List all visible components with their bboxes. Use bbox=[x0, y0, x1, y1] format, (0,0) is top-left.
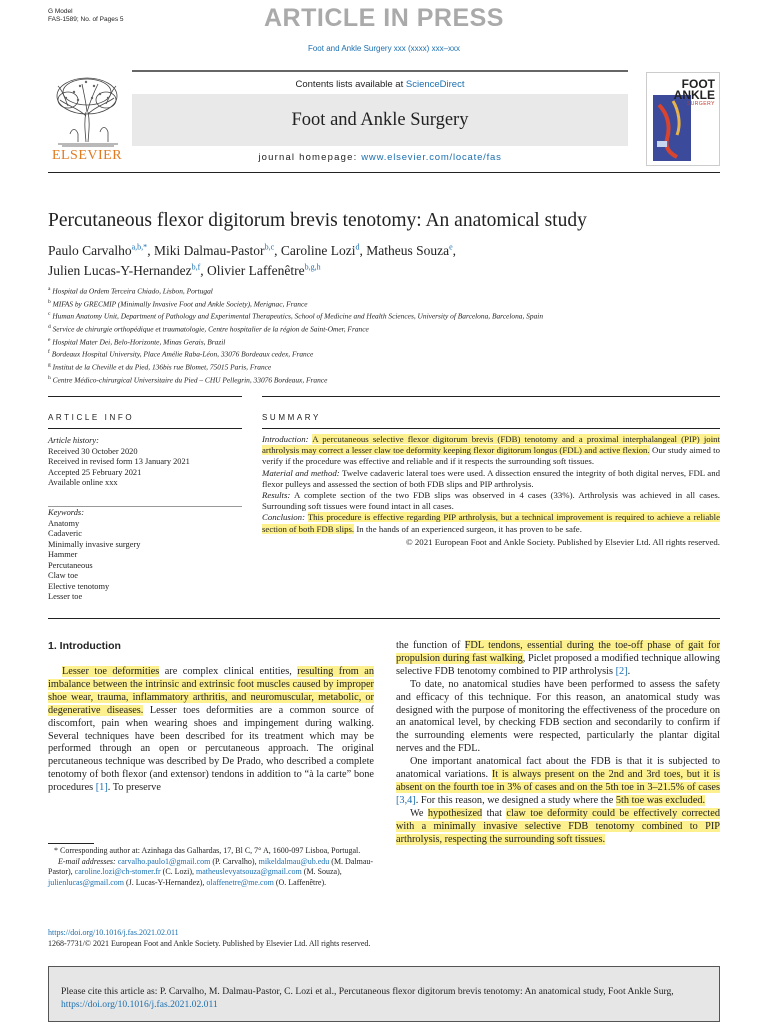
journal-reference[interactable]: Foot and Ankle Surgery xxx (xxxx) xxx–xxx bbox=[307, 44, 461, 53]
summary-rule bbox=[262, 396, 720, 397]
author-affiliation-marker[interactable]: e bbox=[449, 242, 453, 252]
citation-doi-link[interactable]: https://doi.org/10.1016/j.fas.2021.02.011 bbox=[61, 998, 218, 1010]
affiliation-list bbox=[48, 284, 633, 385]
footnote-rule bbox=[48, 843, 94, 844]
keyword-item[interactable]: Cadaveric bbox=[48, 529, 82, 538]
history-item: Accepted 25 February 2021 bbox=[48, 467, 142, 477]
methods-text: Twelve cadaveric lateral toes were used. A dissection ensured the integrity of both digital nerves, FDL and flexor pulleys and assessed the section of both FDB slips and PIP arthrolysis. bbox=[262, 467, 720, 489]
citation-box bbox=[48, 966, 720, 1022]
intro-rest: Our study aimed to verify if the procedure was effective and reliable and if it respects the surrounding soft tissues. bbox=[262, 445, 720, 467]
email-link[interactable]: julienlucas@gmail.com bbox=[48, 877, 125, 887]
author-name[interactable]: Julien Lucas-Y-Hernandez bbox=[48, 263, 192, 278]
author-affiliation-marker[interactable]: d bbox=[355, 242, 360, 252]
history-item: Available online xxx bbox=[48, 478, 118, 487]
doi-link[interactable]: https://doi.org/10.1016/j.fas.2021.02.011 bbox=[48, 928, 179, 937]
summary-bottom-rule bbox=[48, 618, 720, 619]
affiliation-marker: e bbox=[48, 336, 51, 343]
affiliation-text: Service de chirurgie orthopédique et traumatologie, Centre hospitalier de la région de Saint-Omer, France bbox=[52, 324, 369, 334]
affiliation-marker: b bbox=[48, 298, 51, 305]
article-info-rule bbox=[48, 396, 242, 397]
conclusion-label: Conclusion: bbox=[262, 512, 306, 523]
conclusion-rest: In the hands of an experienced surgeon, it has proven to be safe. bbox=[354, 523, 582, 534]
author-separator: , bbox=[200, 263, 207, 278]
email-link[interactable]: mikeldalmau@ub.edu bbox=[258, 856, 330, 866]
affiliation-item bbox=[48, 360, 633, 373]
left-column-text: Lesser toe deformities are complex clinical entities, resulting from an imbalance between the intrinsic and extrinsic foot muscles caused by improper shoe wear, trauma, inflammatory arthritis, and neuromuscular, metabolic, or degenerative diseases. Lesser toes deformities are a common source of discomfort, pain when wearing shoes and impingement during walking. Several techniques have been described for its treatment which may be performed through an open or percutaneous approach. The original percutaneous technique was described by De Prado, who described a complete tenotomy of both flexor (and extensor) tendons in addition to “à la carte” bone procedures [1]. To preserve bbox=[48, 666, 375, 794]
citation-link[interactable]: [2] bbox=[615, 665, 628, 677]
keyword-item[interactable]: Anatomy bbox=[48, 518, 80, 528]
affiliation-text: Human Anatomy Unit, Department of Pathology and Experimental Therapeutics, School of Medicine and Health Sciences, University of Barcelona, Barcelona, Spain bbox=[52, 311, 544, 321]
author-separator: , bbox=[359, 243, 367, 258]
author-separator: , bbox=[147, 243, 154, 258]
keyword-item[interactable]: Elective tenotomy bbox=[48, 581, 110, 591]
elsevier-wordmark[interactable]: ELSEVIER bbox=[51, 148, 123, 163]
author-affiliation-marker[interactable]: b,g,h bbox=[304, 262, 321, 272]
masthead-divider bbox=[48, 172, 720, 173]
contents-line: Contents lists available at ScienceDirect bbox=[295, 79, 465, 90]
corresponding-author: * Corresponding author at: Azinhaga das Galhardas, 17, Bl C, 7° A, 1600-097 Lisboa, Portugal. bbox=[54, 846, 361, 855]
doi-block bbox=[48, 927, 370, 949]
affiliation-text: Bordeaux Hospital University, Place Amélie Raba-Léon, 33076 Bordeaux cedex, France bbox=[51, 349, 314, 359]
email-link[interactable]: carvalho.paulo1@gmail.com bbox=[117, 856, 211, 866]
affiliation-item bbox=[48, 297, 633, 310]
affiliation-item bbox=[48, 373, 633, 386]
pages-label: FAS-1589; No. of Pages 5 bbox=[48, 16, 124, 23]
article-info-separator bbox=[48, 506, 242, 507]
masthead bbox=[48, 70, 720, 168]
summary-text bbox=[262, 434, 720, 548]
affiliation-text: Hospital da Ordem Terceira Chiado, Lisbon, Portugal bbox=[52, 286, 213, 296]
affiliation-item bbox=[48, 309, 633, 322]
journal-title: Foot and Ankle Surgery bbox=[291, 110, 469, 130]
model-label: G Model bbox=[48, 8, 73, 15]
results-label: Results: bbox=[262, 490, 291, 501]
keyword-item[interactable]: Minimally invasive surgery bbox=[48, 539, 141, 549]
summary-heading: SUMMARY bbox=[262, 413, 321, 422]
citation-text: Please cite this article as: P. Carvalho, M. Dalmau-Pastor, C. Lozi et al., Percutaneous flexor digitorum brevis tenotomy: An anatomical study, Foot Ankle Surg, bbox=[61, 986, 674, 997]
article-info-heading: ARTICLE INFO bbox=[48, 413, 135, 422]
sciencedirect-link[interactable]: ScienceDirect bbox=[405, 79, 465, 90]
citation-link[interactable]: [1] bbox=[95, 782, 108, 794]
article-history bbox=[48, 436, 190, 489]
paragraph: To date, no anatomical studies have been performed to assess the safety and efficacy of this technique. For this reason, an anatomical study was designed with the purpose of monitoring the effectiveness of the procedure on an anatomical level, by checking FDB section and secondarily to confirm if the surrounding elements were respected, particularly the plantar digital nerves and the FDL. bbox=[396, 678, 720, 755]
keyword-item[interactable]: Lesser toe bbox=[48, 592, 83, 601]
author-name[interactable]: Caroline Lozi bbox=[280, 243, 356, 258]
affiliation-text: Hospital Mater Dei, Belo-Horizonte, Minas Gerais, Brazil bbox=[52, 337, 226, 347]
author-separator: , bbox=[452, 243, 457, 258]
author-name[interactable]: Paulo Carvalho bbox=[48, 243, 132, 258]
cover-title: FOOT ANKLE SURGERY bbox=[673, 77, 715, 107]
email-link[interactable]: caroline.lozi@ch-stomer.fr bbox=[74, 867, 161, 877]
intro-highlight: A percutaneous selective flexor digitorum brevis (FDB) tenotomy and a proximal interphalangeal (PIP) joint arthrolysis may correct a lesser claw toe deformity keeping flexor digitorum longus (FDL) and active flexion. bbox=[262, 434, 720, 456]
author-affiliation-marker[interactable]: b,f bbox=[191, 262, 201, 272]
affiliation-item bbox=[48, 284, 633, 297]
author-affiliation-marker[interactable]: a,b,* bbox=[131, 242, 148, 252]
keyword-item[interactable]: Percutaneous bbox=[48, 560, 93, 570]
rights-line: 1268-7731/© 2021 European Foot and Ankle Society. Published by Elsevier Ltd. All rights reserved. bbox=[48, 939, 371, 948]
affiliation-item bbox=[48, 335, 633, 348]
affiliation-item bbox=[48, 322, 633, 335]
summary-copyright: © 2021 European Foot and Ankle Society. Published by Elsevier Ltd. All rights reserved. bbox=[406, 536, 720, 547]
affiliation-text: Institut de la Cheville et du Pied, 136bis rue Blomet, 75015 Paris, France bbox=[52, 362, 272, 372]
author-separator: , bbox=[274, 243, 281, 258]
author-name[interactable]: Miki Dalmau-Pastor bbox=[153, 243, 265, 258]
conclusion-highlight: This procedure is effective regarding PIP arthrolysis, but a technical improvement is required to achieve a reliable section of both FDB slips. bbox=[262, 512, 720, 534]
affiliation-marker: c bbox=[48, 311, 51, 318]
footnotes bbox=[48, 846, 374, 888]
methods-label: Material and method: bbox=[262, 467, 340, 478]
email-link[interactable]: olaffenetre@me.com bbox=[206, 877, 274, 887]
summary-rule-2 bbox=[262, 428, 720, 429]
intro-label: Introduction: bbox=[262, 434, 309, 444]
affiliation-marker: g bbox=[48, 362, 51, 369]
right-column-text: the function of FDL tendons, essential during the toe-off phase of gait for propulsion during fast walking, Piclet proposed a modified technique allowing selective FDB tenotomy combined to PIP arthrolysis [2]. To date, no anatomical studies have been performed to assess the safety and efficacy of this technique. For this reason, an anatomical study was designed with the purpose of monitoring the effectiveness of the procedure on an anatomical level, by checking FDB section and secondarily to confirm if the surrounding elements were respected, particularly the plantar digital nerves and the FDL. One important anatomical fact about the FDB is that it is subjected to anatomical variations. It is always present on the 2nd and 3rd toes, but it is absent on the fourth toe in 3% of cases and on the 5th toe in 3–21.5% of cases [3,4]. For this reason, we designed a study where the 5th toe was excluded. We hypothesized that claw toe deformity could be effectively corrected with a minimally invasive selective FDB tenotomy combined to PIP arthrolysis, respecting the surrounding soft tissues. bbox=[396, 640, 721, 845]
history-item: Received 30 October 2020 bbox=[48, 446, 138, 456]
results-text: A complete section of the two FDB slips was observed in 4 cases (33%). Arthrolysis was achieved in all cases. Surrounding soft tissues were found intact in all cases. bbox=[262, 490, 720, 512]
keywords-label: Keywords: bbox=[48, 508, 84, 517]
introduction-heading: 1. Introduction bbox=[48, 640, 121, 652]
journal-cover-thumbnail[interactable] bbox=[646, 72, 720, 166]
homepage-line: journal homepage: www.elsevier.com/locate/fas bbox=[258, 152, 502, 163]
article-title: Percutaneous flexor digitorum brevis tenotomy: An anatomical study bbox=[48, 210, 587, 231]
author-name[interactable]: Olivier Laffenêtre bbox=[207, 263, 305, 278]
author-list bbox=[48, 241, 720, 281]
masthead-top-bar bbox=[132, 70, 628, 72]
article-in-press-banner: ARTICLE IN PRESS bbox=[264, 4, 504, 32]
author-name[interactable]: Matheus Souza bbox=[366, 243, 450, 258]
affiliation-marker: f bbox=[48, 349, 50, 356]
keyword-item[interactable]: Hammer bbox=[48, 550, 78, 559]
affiliation-text: Centre Médico-chirurgical Universitaire du Pied – CHU Pellegrin, 33076 Bordeaux, France bbox=[52, 375, 328, 385]
author-affiliation-marker[interactable]: b,c bbox=[264, 242, 275, 252]
affiliation-marker: a bbox=[48, 286, 51, 292]
homepage-link[interactable]: www.elsevier.com/locate/fas bbox=[361, 152, 502, 163]
affiliation-marker: h bbox=[48, 374, 51, 381]
email-link[interactable]: matheuslevyatsouza@gmail.com bbox=[196, 867, 302, 877]
history-label: Article history: bbox=[48, 436, 99, 445]
journal-banner bbox=[132, 70, 628, 168]
citation-link[interactable]: [3,4] bbox=[396, 794, 416, 806]
affiliation-text: MIFAS by GRECMIP (Minimally Invasive Foot and Ankle Society), Merignac, France bbox=[52, 299, 308, 309]
email-list: E-mail addresses: carvalho.paulo1@gmail.com (P. Carvalho), mikeldalmau@ub.edu (M. Dalmau-Pastor), caroline.lozi@ch-stomer.fr (C. Lozi), matheuslevyatsouza@gmail.com (M. Souza), julienlucas@gmail.com (J. Lucas-Y-Hernandez), olaffenetre@me.com (O. Laffenêtre). bbox=[48, 856, 374, 887]
affiliation-marker: d bbox=[48, 324, 51, 331]
article-info-rule-2 bbox=[48, 428, 242, 429]
keyword-item[interactable]: Claw toe bbox=[48, 571, 79, 580]
history-item: Received in revised form 13 January 2021 bbox=[48, 457, 190, 466]
keywords bbox=[48, 508, 140, 603]
affiliation-item bbox=[48, 347, 633, 360]
